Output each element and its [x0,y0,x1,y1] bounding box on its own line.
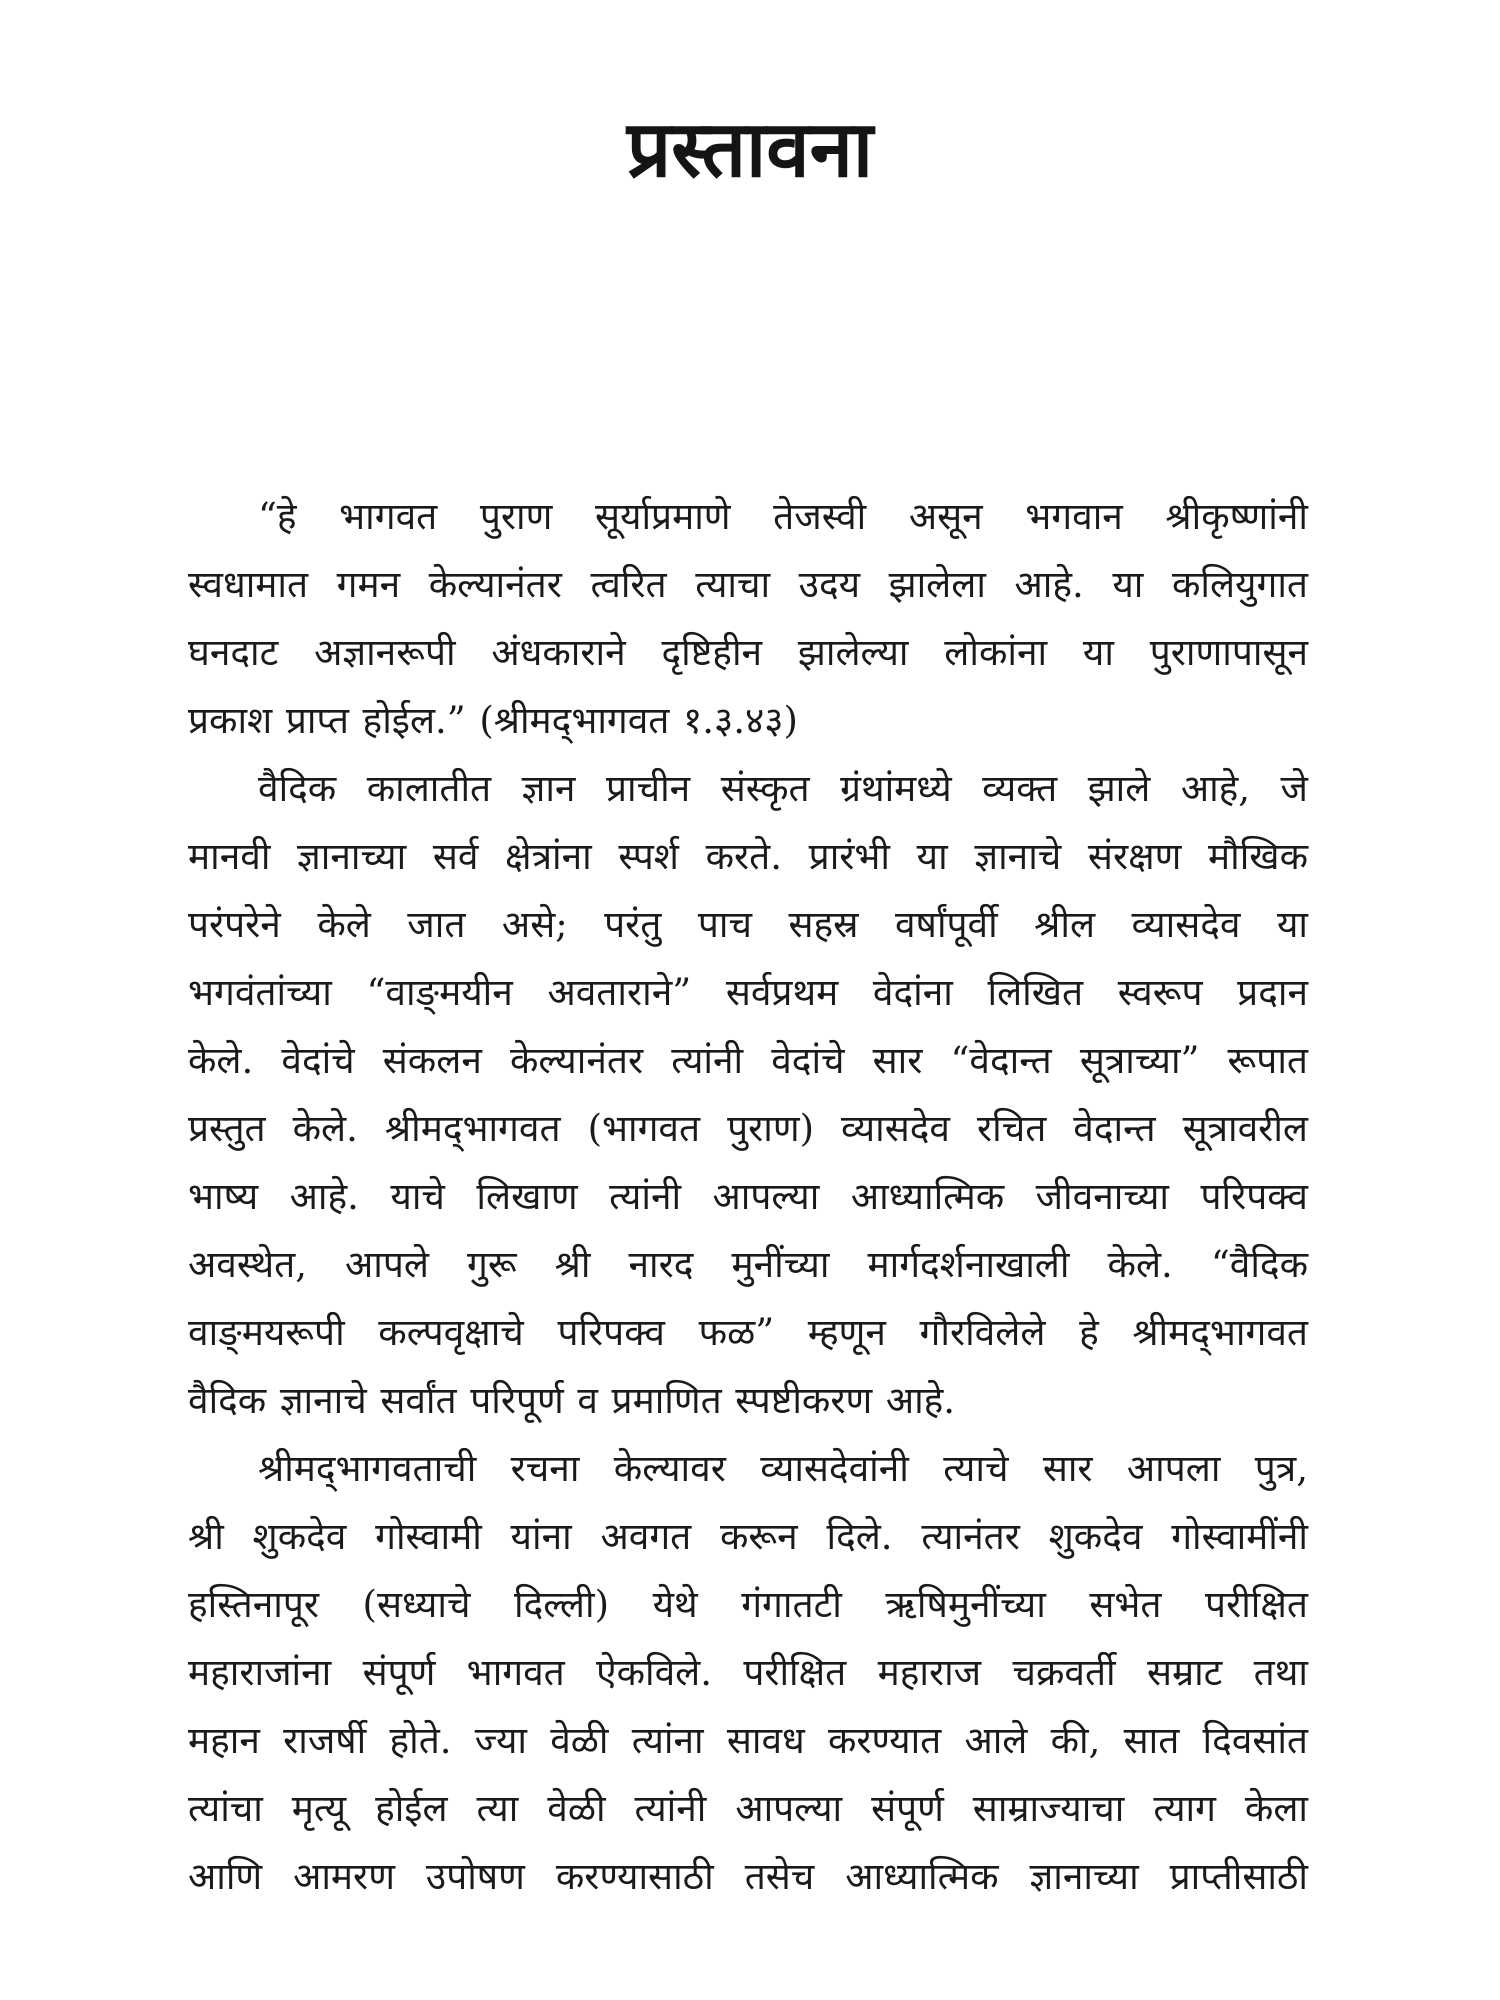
text-line: “हे भागवत पुराण सूर्याप्रमाणे तेजस्वी असून भगवान श्रीकृष्णांनी [258,495,1308,538]
text-line: हस्तिनापूर (सध्याचे दिल्ली) येथे गंगातटी ऋषिमुनींच्या सभेत परीक्षित [188,1583,1308,1626]
text-line: केले. वेदांचे संकलन केल्यानंतर त्यांनी वेदांचे सार “वेदान्त सूत्राच्या” रूपात [188,1039,1308,1082]
body-text [188,483,1308,1911]
text-line: वाङ्‌मयरूपी कल्पवृक्षाचे परिपक्व फळ” म्हणून गौरविलेले हे श्रीमद्‌भागवत [188,1311,1308,1354]
paragraph [188,1435,1308,1911]
text-line: मानवी ज्ञानाच्या सर्व क्षेत्रांना स्पर्श करते. प्रारंभी या ज्ञानाचे संरक्षण मौखिक [188,835,1308,878]
text-line: त्यांचा मृत्यू होईल त्या वेळी त्यांनी आपल्या संपूर्ण साम्राज्याचा त्याग केला [188,1787,1308,1830]
text-line: प्रस्तुत केले. श्रीमद्‌भागवत (भागवत पुराण) व्यासदेव रचित वेदान्त सूत्रावरील [188,1107,1308,1150]
paragraph [188,483,1308,755]
paragraph [188,755,1308,1435]
text-line: श्रीमद्‌भागवताची रचना केल्यावर व्यासदेवांनी त्याचे सार आपला पुत्र, [258,1447,1308,1490]
text-line: महाराजांना संपूर्ण भागवत ऐकविले. परीक्षित महाराज चक्रवर्ती सम्राट तथा [188,1651,1308,1694]
page-title: प्रस्तावना [626,105,874,195]
text-line: श्री शुकदेव गोस्वामी यांना अवगत करून दिले. त्यानंतर शुकदेव गोस्वामींनी [188,1515,1308,1558]
text-line: घनदाट अज्ञानरूपी अंधकाराने दृष्टिहीन झालेल्या लोकांना या पुराणापासून [188,631,1308,674]
text-line: स्वधामात गमन केल्यानंतर त्वरित त्याचा उदय झालेला आहे. या कलियुगात [188,563,1308,606]
text-line: भाष्य आहे. याचे लिखाण त्यांनी आपल्या आध्यात्मिक जीवनाच्या परिपक्व [188,1175,1308,1218]
text-line: वैदिक ज्ञानाचे सर्वांत परिपूर्ण व प्रमाणित स्पष्टीकरण आहे. [188,1379,956,1422]
text-line: भगवंतांच्या “वाङ्‌मयीन अवताराने” सर्वप्रथम वेदांना लिखित स्वरूप प्रदान [188,971,1308,1014]
text-line: अवस्थेत, आपले गुरू श्री नारद मुनींच्या मार्गदर्शनाखाली केले. “वैदिक [188,1243,1308,1286]
text-line: प्रकाश प्राप्त होईल.” (श्रीमद्‌भागवत १.३.४३) [188,699,798,742]
text-line: वैदिक कालातीत ज्ञान प्राचीन संस्कृत ग्रंथांमध्ये व्यक्त झाले आहे, जे [258,767,1308,810]
text-line: महान राजर्षी होते. ज्या वेळी त्यांना सावध करण्यात आले की, सात दिवसांत [188,1719,1308,1762]
text-line: आणि आमरण उपोषण करण्यासाठी तसेच आध्यात्मिक ज्ञानाच्या प्राप्तीसाठी [188,1855,1308,1898]
text-line: परंपरेने केले जात असे; परंतु पाच सहस्र वर्षांपूर्वी श्रील व्यासदेव या [188,903,1308,946]
